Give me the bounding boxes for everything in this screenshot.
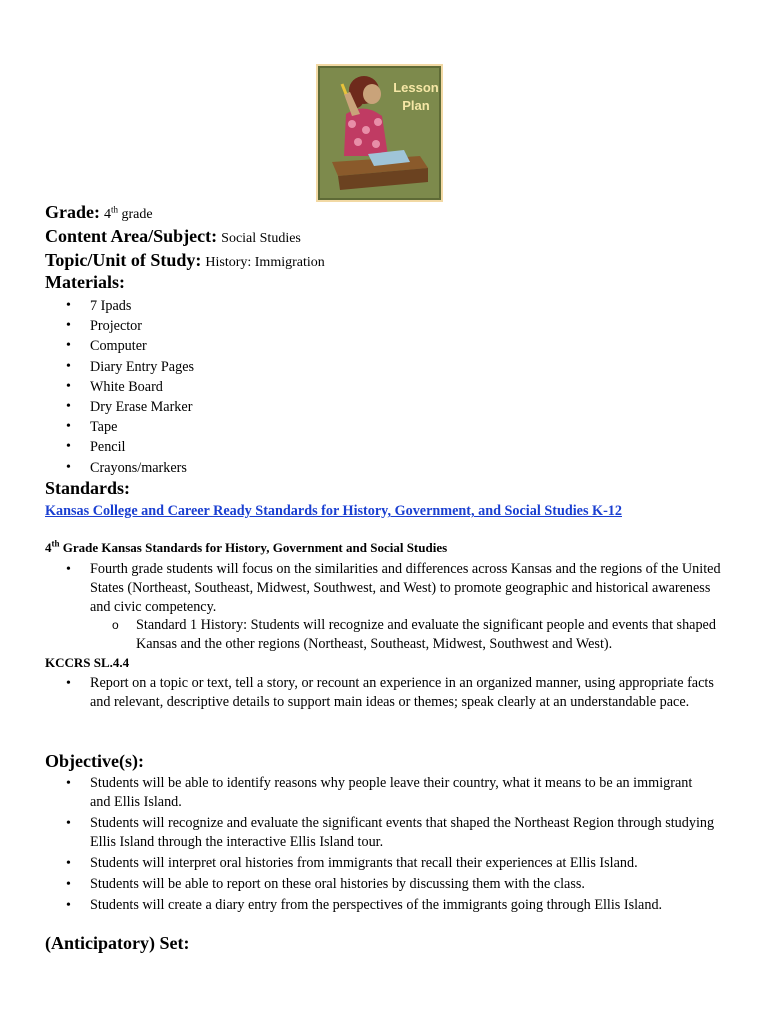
- kccrs-list: [66, 674, 736, 712]
- list-item: • Students will be able to identify reasons why people leave their country, what it means to be an immigrant and Ellis Island.: [66, 774, 716, 812]
- list-item: • Diary Entry Pages: [66, 357, 194, 377]
- topic-line: [45, 250, 325, 271]
- list-item: • Computer: [66, 336, 194, 356]
- kccrs-bullet-text: Report on a topic or text, tell a story, or recount an experience in an organized manner, using appropriate facts and relevant, descriptive details to support main ideas or themes; speak clearly at an understandable pace.: [90, 675, 714, 710]
- materials-list: [66, 296, 194, 478]
- standard-1-text: Standard 1 History: Students will recognize and evaluate the significant people and events that shaped Kansas and the other regions (Northeast, Southeast, Midwest, Southwest and West).: [136, 617, 716, 652]
- list-item: • Students will be able to report on these oral histories by discussing them with the class.: [66, 875, 716, 894]
- standards-heading-text: Standards:: [45, 478, 131, 498]
- standards-link-line: [45, 502, 622, 520]
- list-item: • Projector: [66, 316, 194, 336]
- list-item: • White Board: [66, 377, 194, 397]
- list-item: • Tape: [66, 417, 194, 437]
- standard-1-history: [112, 616, 736, 654]
- list-item: • 7 Ipads: [66, 296, 194, 316]
- list-item: • Dry Erase Marker: [66, 397, 194, 417]
- subject-label: Content Area/Subject:: [45, 226, 218, 246]
- grade-label: Grade:: [45, 202, 100, 222]
- objectives-list: [66, 774, 716, 917]
- grade-line: [45, 202, 153, 223]
- objectives-heading-text: Objective(s):: [45, 751, 144, 771]
- list-item: • Students will recognize and evaluate the significant events that shaped the Northeast Region through studying Ellis Island through the interactive Ellis Island tour.: [66, 814, 716, 852]
- list-item: [66, 560, 726, 617]
- grade-suffix: th: [110, 204, 118, 215]
- subheading-suffix: th: [51, 538, 60, 549]
- anticipatory-heading-text: (Anticipatory) Set:: [45, 933, 190, 953]
- materials-heading-text: Materials:: [45, 272, 125, 292]
- grade-rest: grade: [118, 207, 153, 222]
- lesson-plan-logo: [316, 64, 443, 202]
- list-item: • Students will interpret oral histories from immigrants that recall their experiences at Ellis Island.: [66, 854, 716, 873]
- logo-text-line1: Lesson: [393, 80, 439, 95]
- grade-number: 4: [103, 207, 111, 222]
- standards-link[interactable]: Kansas College and Career Ready Standards for History, Government, and Social Studies K-12: [45, 503, 622, 519]
- list-item: • Students will create a diary entry from the perspectives of the immigrants going through Ellis Island.: [66, 896, 716, 915]
- standards-bullet-text: Fourth grade students will focus on the similarities and differences across Kansas and the regions of the United States (Northeast, Southeast, Midwest, Southwest, and West) to promote geographic and historical awareness and civic competency.: [90, 561, 721, 615]
- kccrs-heading: [45, 655, 129, 671]
- subheading-text: Grade Kansas Standards for History, Government and Social Studies: [59, 540, 448, 555]
- standards-list: [66, 560, 726, 617]
- logo-text-line2: Plan: [402, 98, 430, 113]
- grade-standards-subheading: [45, 540, 447, 556]
- materials-heading: [45, 272, 125, 293]
- list-item: • Pencil: [66, 437, 194, 457]
- subject-line: [45, 226, 301, 247]
- topic-label: Topic/Unit of Study:: [45, 250, 202, 270]
- objectives-heading: [45, 751, 144, 772]
- subheading-number: 4: [45, 540, 52, 555]
- subject-value: Social Studies: [221, 231, 301, 246]
- list-item: [66, 674, 736, 712]
- kccrs-heading-text: KCCRS SL.4.4: [45, 655, 130, 670]
- anticipatory-set-heading: [45, 933, 189, 954]
- standards-heading: [45, 478, 130, 499]
- topic-value: History: Immigration: [205, 255, 325, 270]
- list-item: • Crayons/markers: [66, 458, 194, 478]
